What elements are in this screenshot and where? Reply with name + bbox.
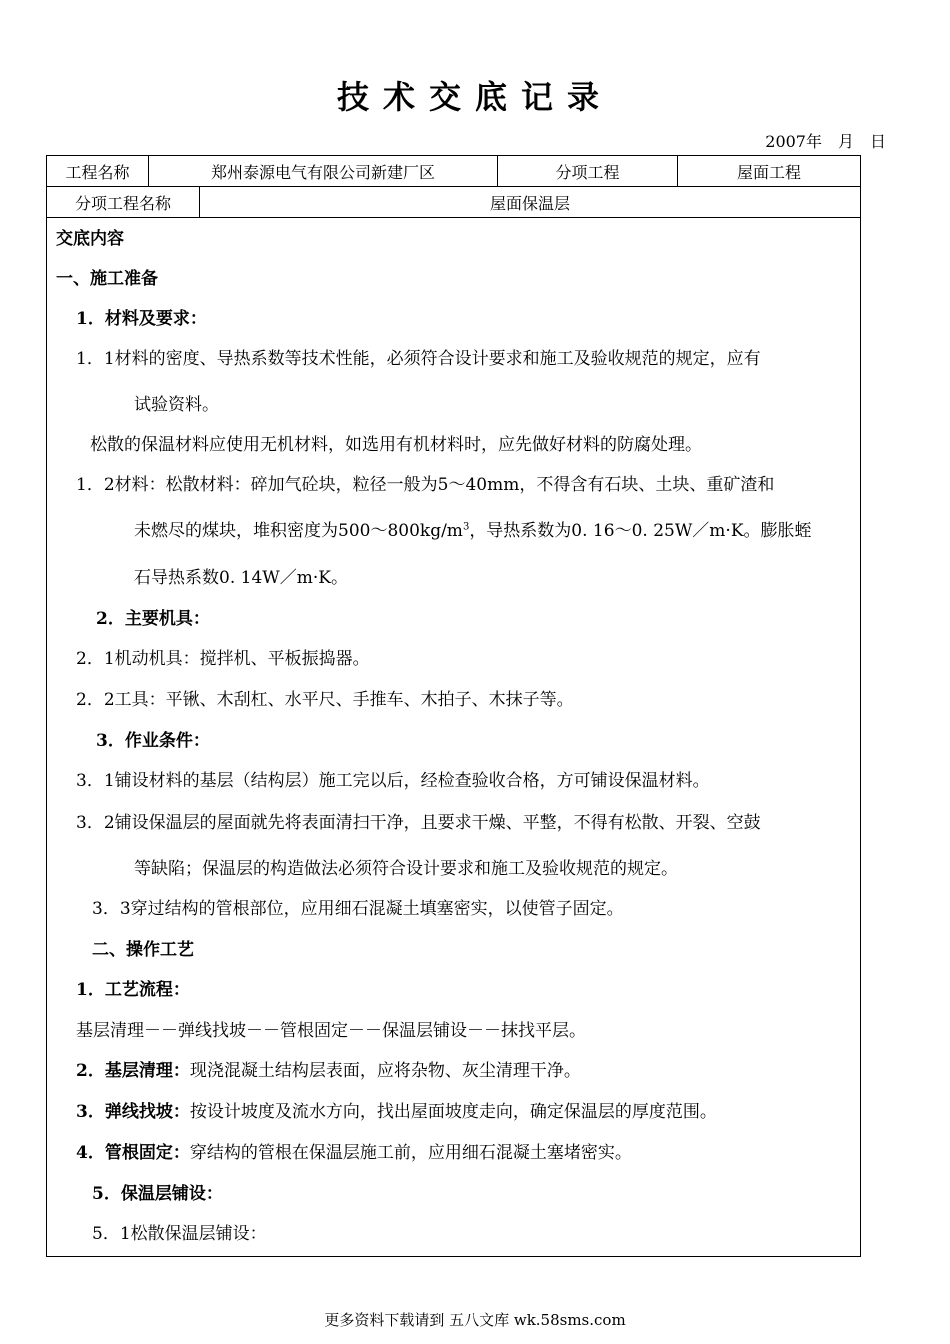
document-title: 技术交底记录: [336, 78, 613, 116]
paragraph: [76, 1138, 632, 1163]
subsection-tools-title: 2．主要机具：: [96, 609, 210, 629]
subsection-flow-title: 1．工艺流程：: [76, 980, 190, 1000]
subproject-name-value: 屋面保温层: [489, 193, 570, 213]
paragraph: 1．2材料：松散材料：碎加气砼块，粒径一般为5～40mm，不得含有石块、土块、重矿渣和: [76, 475, 775, 495]
paragraph: 1．1材料的密度、导热系数等技术性能，必须符合设计要求和施工及验收规范的规定，应有: [76, 349, 761, 369]
paragraph: [76, 1097, 717, 1122]
paragraph: [134, 516, 812, 541]
subproject-name-label: 分项工程名称: [47, 187, 200, 217]
paragraph: 5．1松散保温层铺设：: [92, 1224, 267, 1244]
process-flow: 基层清理－－弹线找坡－－管根固定－－保温层铺设－－抹找平层。: [76, 1021, 586, 1041]
section-2-title: 二、操作工艺: [92, 940, 194, 960]
step-label: 4．管根固定：: [76, 1143, 190, 1163]
step-text: 穿结构的管根在保温层施工前，应用细石混凝土塞堵密实。: [189, 1143, 632, 1163]
step-text: 按设计坡度及流水方向，找出屋面坡度走向，确定保温层的厚度范围。: [189, 1102, 717, 1122]
subproject-value: 屋面工程: [736, 162, 801, 182]
section-1-title: 一、施工准备: [56, 269, 158, 289]
paragraph: 试验资料。: [134, 395, 219, 415]
text-span: 未燃尽的煤块，堆积密度为500～800kg/m: [134, 521, 463, 541]
paragraph: 2．1机动机具：搅拌机、平板振捣器。: [76, 649, 370, 669]
header-row-1: [47, 156, 860, 187]
paragraph: 3．1铺设材料的基层（结构层）施工完以后，经检查验收合格，方可铺设保温材料。: [76, 771, 710, 791]
paragraph: [76, 1056, 581, 1081]
superscript: 3: [462, 521, 470, 533]
date-field: 2007年 月 日: [765, 132, 886, 151]
subsection-materials-title: 1．材料及要求：: [76, 309, 207, 329]
project-name-label: 工程名称: [47, 156, 149, 186]
paragraph: 松散的保温材料应使用无机材料，如选用有机材料时，应先做好材料的防腐处理。: [90, 435, 702, 455]
header-row-2: [47, 187, 860, 218]
paragraph: 3．3穿过结构的管根部位，应用细石混凝土填塞密实，以使管子固定。: [92, 899, 624, 919]
subproject-label: 分项工程: [498, 156, 678, 186]
footer-text: 更多资料下载请到 五八文库 wk.58sms.com: [324, 1311, 626, 1329]
step-label: 2．基层清理：: [76, 1061, 190, 1081]
record-table: [46, 155, 861, 1257]
step-text: 现浇混凝土结构层表面，应将杂物、灰尘清理干净。: [189, 1061, 581, 1081]
project-name-value: 郑州泰源电气有限公司新建厂区: [149, 156, 498, 186]
paragraph: 3．2铺设保温层的屋面就先将表面清扫干净，且要求干燥、平整，不得有松散、开裂、空鼓: [76, 813, 761, 833]
subsection-insulation-title: 5．保温层铺设：: [92, 1184, 223, 1204]
step-label: 3．弹线找坡：: [76, 1102, 190, 1122]
subsection-conditions-title: 3．作业条件：: [96, 731, 210, 751]
paragraph: 2．2工具：平锹、木刮杠、水平尺、手推车、木拍子、木抹子等。: [76, 690, 574, 710]
text-span: ，导热系数为0. 16～0. 25W／m·K。膨胀蛭: [469, 521, 812, 541]
content-heading: 交底内容: [56, 229, 124, 249]
paragraph: 等缺陷；保温层的构造做法必须符合设计要求和施工及验收规范的规定。: [134, 859, 678, 879]
paragraph: 石导热系数0. 14W／m·K。: [134, 568, 348, 588]
